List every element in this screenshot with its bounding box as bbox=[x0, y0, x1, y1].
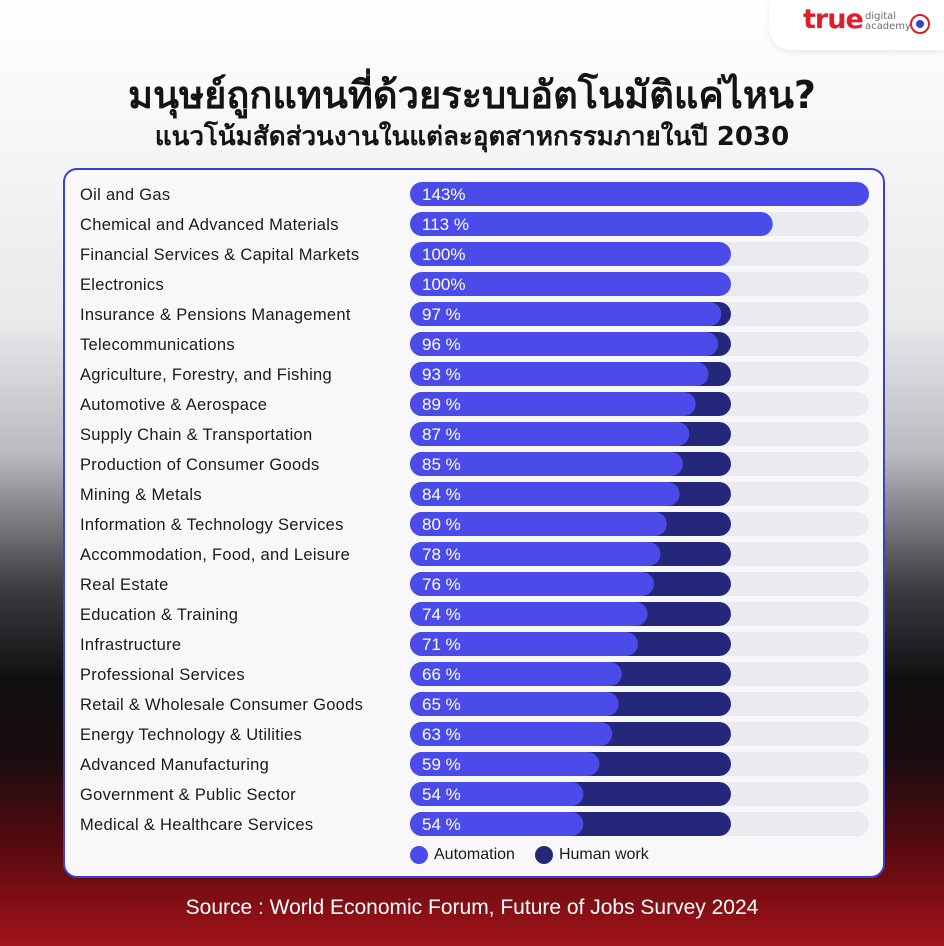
value-label: 100% bbox=[422, 245, 466, 264]
value-label: 96 % bbox=[422, 335, 461, 354]
bar-row bbox=[80, 632, 869, 656]
bar-row bbox=[80, 602, 869, 626]
legend-swatch-automation bbox=[410, 846, 428, 864]
category-label: Insurance & Pensions Management bbox=[80, 306, 351, 324]
legend-item-automation bbox=[410, 846, 515, 864]
bar-row bbox=[80, 812, 869, 836]
bar-row bbox=[80, 182, 869, 206]
category-label: Oil and Gas bbox=[80, 186, 171, 204]
category-label: Chemical and Advanced Materials bbox=[80, 216, 339, 234]
bar-row bbox=[80, 512, 869, 536]
category-label: Telecommunications bbox=[80, 336, 235, 354]
legend-item-human-work bbox=[535, 846, 649, 864]
value-label: 59 % bbox=[422, 755, 461, 774]
legend-label-human-work: Human work bbox=[558, 846, 649, 863]
category-label: Infrastructure bbox=[80, 636, 182, 654]
category-label: Education & Training bbox=[80, 606, 239, 624]
value-label: 63 % bbox=[422, 725, 461, 744]
category-label: Electronics bbox=[80, 276, 164, 294]
value-label: 100% bbox=[422, 275, 466, 294]
category-label: Retail & Wholesale Consumer Goods bbox=[80, 696, 364, 714]
value-label: 84 % bbox=[422, 485, 461, 504]
value-label: 80 % bbox=[422, 515, 461, 534]
value-label: 87 % bbox=[422, 425, 461, 444]
value-label: 93 % bbox=[422, 365, 461, 384]
category-label: Real Estate bbox=[80, 576, 169, 594]
category-label: Government & Public Sector bbox=[80, 786, 296, 804]
bar-row bbox=[80, 662, 869, 686]
value-label: 54 % bbox=[422, 785, 461, 804]
bar-row bbox=[80, 212, 869, 236]
value-label: 97 % bbox=[422, 305, 461, 324]
bar-row bbox=[80, 692, 869, 716]
page-title: มนุษย์ถูกแทนที่ด้วยระบบอัตโนมัติแค่ไหน? bbox=[128, 73, 816, 117]
category-label: Accommodation, Food, and Leisure bbox=[80, 546, 351, 564]
category-label: Energy Technology & Utilities bbox=[80, 726, 303, 744]
value-label: 65 % bbox=[422, 695, 461, 714]
value-label: 54 % bbox=[422, 815, 461, 834]
category-label: Information & Technology Services bbox=[80, 516, 344, 534]
bar-row bbox=[80, 302, 869, 326]
category-label: Medical & Healthcare Services bbox=[80, 816, 314, 834]
bar-row bbox=[80, 722, 869, 746]
bar-row bbox=[80, 272, 869, 296]
logo-wordmark: true bbox=[803, 4, 863, 35]
legend-label-automation: Automation bbox=[434, 846, 515, 863]
value-label: 71 % bbox=[422, 635, 461, 654]
category-label: Production of Consumer Goods bbox=[80, 456, 320, 474]
bar-row bbox=[80, 242, 869, 266]
bar-row bbox=[80, 392, 869, 416]
value-label: 78 % bbox=[422, 545, 461, 564]
bar-automation bbox=[410, 182, 869, 206]
bar-row bbox=[80, 542, 869, 566]
logo-subtext: digital academy bbox=[865, 11, 911, 32]
category-label: Financial Services & Capital Markets bbox=[80, 246, 360, 264]
category-label: Advanced Manufacturing bbox=[80, 756, 270, 774]
source-note: Source : World Economic Forum, Future of Jobs Survey 2024 bbox=[185, 896, 759, 919]
value-label: 113 % bbox=[422, 215, 469, 234]
legend-swatch-human-work bbox=[535, 846, 553, 864]
bar-row bbox=[80, 572, 869, 596]
value-label: 143% bbox=[422, 185, 466, 204]
value-label: 85 % bbox=[422, 455, 461, 474]
category-label: Supply Chain & Transportation bbox=[80, 426, 313, 444]
value-label: 74 % bbox=[422, 605, 461, 624]
bar-row bbox=[80, 752, 869, 776]
bar-row bbox=[80, 782, 869, 806]
category-label: Agriculture, Forestry, and Fishing bbox=[80, 366, 332, 384]
bar-row bbox=[80, 482, 869, 506]
category-label: Mining & Metals bbox=[80, 486, 202, 504]
value-label: 89 % bbox=[422, 395, 461, 414]
category-label: Automotive & Aerospace bbox=[80, 396, 268, 414]
value-label: 76 % bbox=[422, 575, 461, 594]
page-subtitle: แนวโน้มสัดส่วนงานในแต่ละอุตสาหกรรมภายในปี 2030 bbox=[154, 122, 790, 152]
bar-row bbox=[80, 452, 869, 476]
bar-row bbox=[80, 362, 869, 386]
bar-row bbox=[80, 332, 869, 356]
bar-row bbox=[80, 422, 869, 446]
value-label: 66 % bbox=[422, 665, 461, 684]
chart-legend bbox=[410, 846, 669, 864]
category-label: Professional Services bbox=[80, 666, 245, 684]
